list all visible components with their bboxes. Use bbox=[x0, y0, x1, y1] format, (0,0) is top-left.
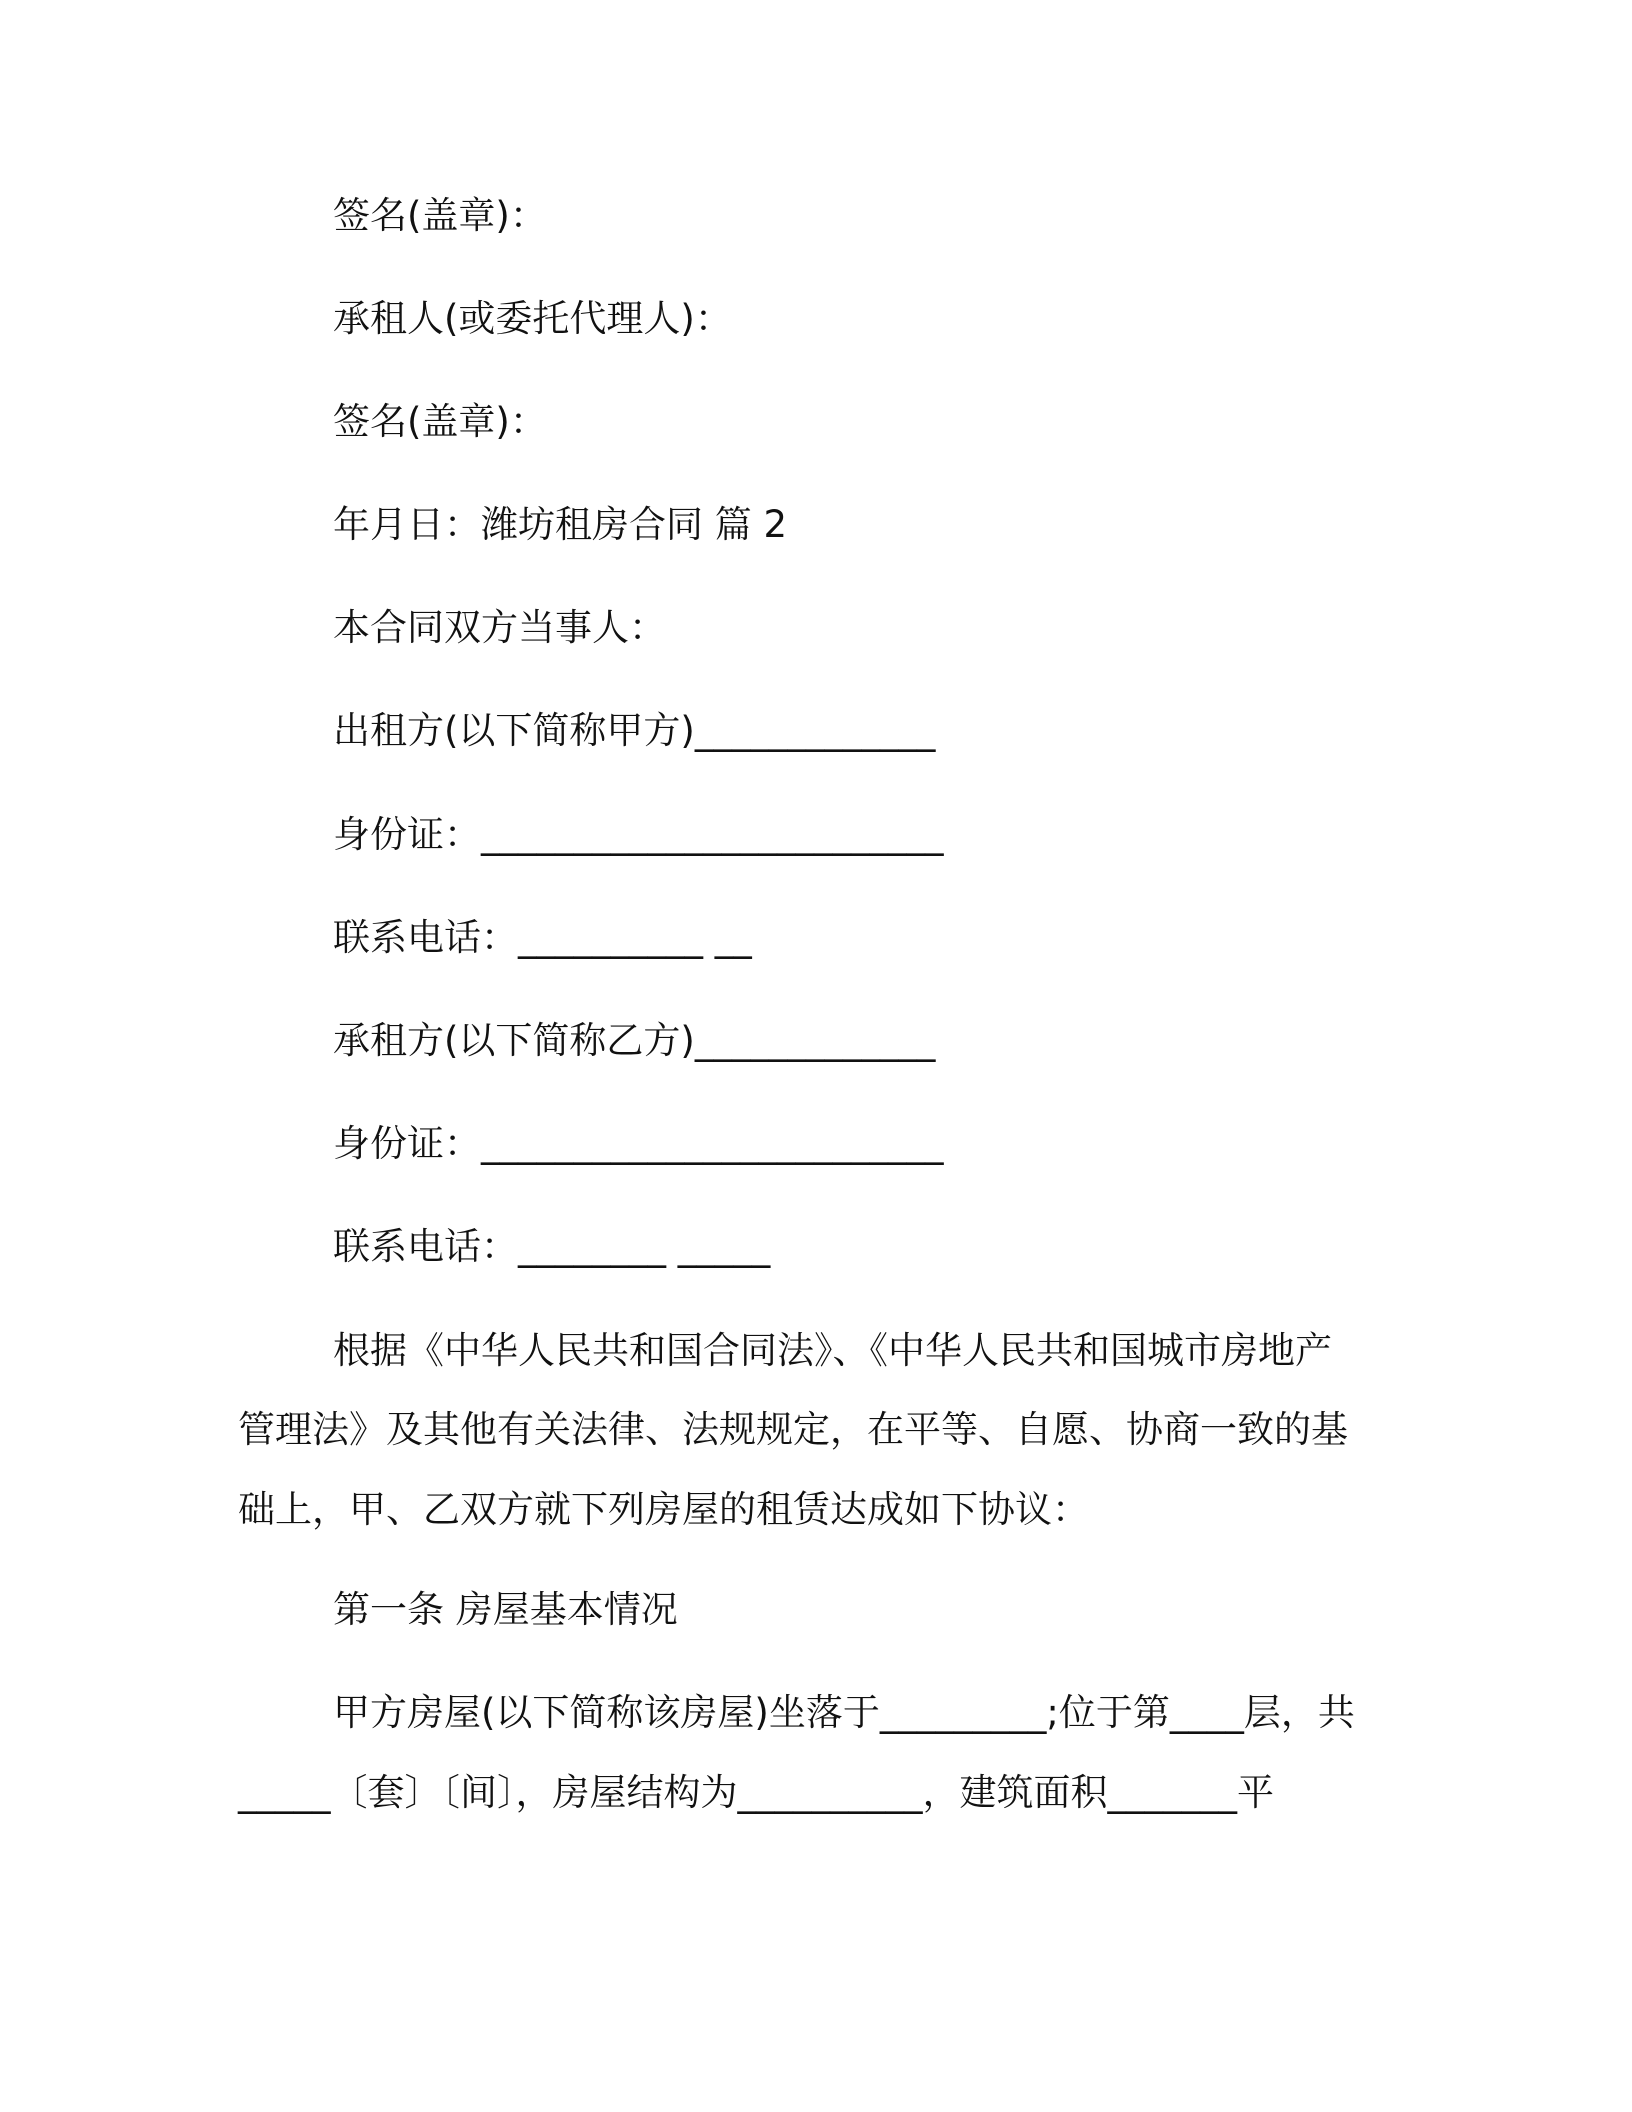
parties-heading: 本合同双方当事人： bbox=[333, 606, 666, 649]
lessee-agent-line: 承租人(或委托代理人)： bbox=[333, 297, 732, 340]
lessor-id-line: 身份证：_________________________ bbox=[333, 813, 944, 856]
property-location-line: 甲方房屋(以下简称该房屋)坐落于_________;位于第____层，共 bbox=[333, 1691, 1355, 1734]
date-and-title-line: 年月日：潍坊租房合同 篇 2 bbox=[333, 503, 788, 546]
lessee-line: 承租方(以下简称乙方)_____________ bbox=[333, 1019, 936, 1062]
legal-basis-line-1: 根据《中华人民共和国合同法》、《中华人民共和国城市房地产 bbox=[333, 1329, 1332, 1372]
signature-line-lessee: 签名(盖章)： bbox=[333, 400, 547, 443]
legal-basis-line-3: 础上，甲、乙双方就下列房屋的租赁达成如下协议： bbox=[238, 1488, 1089, 1531]
lessee-id-line: 身份证：_________________________ bbox=[333, 1122, 944, 1165]
lessor-phone-line: 联系电话：__________ __ bbox=[333, 916, 752, 959]
lessee-phone-line: 联系电话：________ _____ bbox=[333, 1225, 771, 1268]
signature-line-lessor: 签名(盖章)： bbox=[333, 194, 547, 237]
article-one-heading: 第一条 房屋基本情况 bbox=[333, 1588, 678, 1631]
legal-basis-line-2: 管理法》及其他有关法律、法规规定，在平等、自愿、协商一致的基 bbox=[238, 1408, 1348, 1451]
property-structure-line: _____〔套〕〔间〕，房屋结构为__________，建筑面积_______平 bbox=[238, 1771, 1274, 1814]
lessor-line: 出租方(以下简称甲方)_____________ bbox=[333, 709, 936, 752]
